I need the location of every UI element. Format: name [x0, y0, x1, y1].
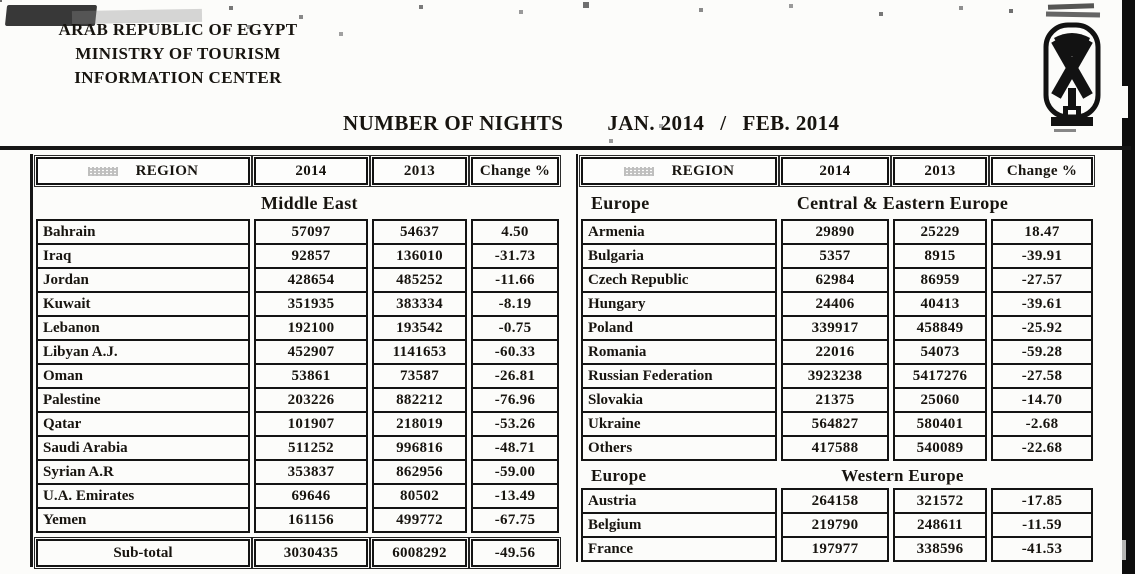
value-2014-cell: 21375 — [781, 387, 889, 413]
value-2013-cell: 25229 — [893, 219, 987, 245]
scan-noise-mark — [88, 167, 118, 176]
change-percent-cell: -0.75 — [471, 315, 559, 341]
value-2013-cell: 862956 — [372, 459, 467, 485]
value-2014-cell: 203226 — [254, 387, 368, 413]
table-row — [581, 435, 1104, 461]
title-separator: / — [720, 111, 727, 135]
change-percent-cell: -17.85 — [991, 488, 1093, 514]
year-2013-column-header: 2013 — [372, 157, 467, 185]
value-2013-cell: 73587 — [372, 363, 467, 389]
table-row — [581, 339, 1104, 365]
region-cell: Slovakia — [581, 387, 777, 413]
title-period-to: FEB. 2014 — [742, 111, 840, 135]
scan-noise-speckles — [0, 0, 2, 2]
value-2013-cell: 5417276 — [893, 363, 987, 389]
value-2014-cell: 24406 — [781, 291, 889, 317]
region-cell: Jordan — [36, 267, 250, 293]
value-2013-cell: 40413 — [893, 291, 987, 317]
year-2014-column-header: 2014 — [781, 157, 889, 185]
value-2014-cell: 417588 — [781, 435, 889, 461]
value-2014-cell: 192100 — [254, 315, 368, 341]
region-cell: Syrian A.R — [36, 459, 250, 485]
table-row — [36, 411, 575, 437]
value-2014-cell: 22016 — [781, 339, 889, 365]
subtotal-row — [36, 539, 575, 567]
value-2014-cell: 219790 — [781, 512, 889, 538]
scan-noise-mark — [624, 167, 654, 176]
table-row — [581, 315, 1104, 341]
section-group-label: Europe — [591, 465, 647, 485]
change-percent-cell: -53.26 — [471, 411, 559, 437]
table-header-row — [36, 157, 575, 185]
table-row — [581, 411, 1104, 437]
value-2013-cell: 54073 — [893, 339, 987, 365]
region-cell: Yemen — [36, 507, 250, 533]
table-row — [581, 536, 1104, 562]
value-2013-cell: 54637 — [372, 219, 467, 245]
region-cell: Bahrain — [36, 219, 250, 245]
section-header-central-eastern-europe — [581, 185, 1104, 221]
region-cell: Libyan A.J. — [36, 339, 250, 365]
value-2013-cell: 80502 — [372, 483, 467, 509]
change-percent-cell: -59.00 — [471, 459, 559, 485]
subtotal-change-cell: -49.56 — [471, 539, 559, 567]
scan-noise-arabic-text — [1046, 3, 1104, 19]
title-period-from: JAN. 2014 — [607, 111, 705, 135]
change-percent-cell: -60.33 — [471, 339, 559, 365]
value-2014-cell: 339917 — [781, 315, 889, 341]
value-2013-cell: 218019 — [372, 411, 467, 437]
page-title — [343, 111, 839, 136]
table-row — [581, 291, 1104, 317]
region-cell: Qatar — [36, 411, 250, 437]
value-2014-cell: 353837 — [254, 459, 368, 485]
region-cell: Ukraine — [581, 411, 777, 437]
change-percent-cell: -13.49 — [471, 483, 559, 509]
section-header-western-europe — [581, 461, 1104, 490]
value-2014-cell: 351935 — [254, 291, 368, 317]
change-percent-cell: -59.28 — [991, 339, 1093, 365]
value-2013-cell: 458849 — [893, 315, 987, 341]
value-2014-cell: 53861 — [254, 363, 368, 389]
value-2013-cell: 1141653 — [372, 339, 467, 365]
change-percent-cell: -39.91 — [991, 243, 1093, 269]
value-2013-cell: 383334 — [372, 291, 467, 317]
table-row — [581, 219, 1104, 245]
table-row — [36, 363, 575, 389]
value-2014-cell: 92857 — [254, 243, 368, 269]
table-row — [36, 315, 575, 341]
table-row — [581, 387, 1104, 413]
region-cell: Oman — [36, 363, 250, 389]
value-2013-cell: 580401 — [893, 411, 987, 437]
change-percent-cell: -11.66 — [471, 267, 559, 293]
letterhead — [28, 18, 328, 90]
value-2013-cell: 540089 — [893, 435, 987, 461]
table-row — [36, 219, 575, 245]
change-percent-cell: -41.53 — [991, 536, 1093, 562]
table-header-row — [581, 157, 1104, 185]
value-2014-cell: 101907 — [254, 411, 368, 437]
change-percent-cell: 4.50 — [471, 219, 559, 245]
table-row — [36, 387, 575, 413]
change-percent-column-header: Change % — [991, 157, 1093, 185]
value-2013-cell: 882212 — [372, 387, 467, 413]
value-2014-cell: 564827 — [781, 411, 889, 437]
table-row — [581, 512, 1104, 538]
region-cell: Austria — [581, 488, 777, 514]
value-2013-cell: 321572 — [893, 488, 987, 514]
change-percent-cell: -25.92 — [991, 315, 1093, 341]
value-2014-cell: 428654 — [254, 267, 368, 293]
change-percent-cell: -2.68 — [991, 411, 1093, 437]
subtotal-2013-cell: 6008292 — [372, 539, 467, 567]
region-cell: Others — [581, 435, 777, 461]
region-cell: Lebanon — [36, 315, 250, 341]
region-column-header: REGION — [581, 157, 777, 185]
subtotal-label: Sub-total — [36, 539, 250, 567]
change-percent-cell: -31.73 — [471, 243, 559, 269]
region-cell: Hungary — [581, 291, 777, 317]
value-2014-cell: 62984 — [781, 267, 889, 293]
region-cell: France — [581, 536, 777, 562]
value-2013-cell: 499772 — [372, 507, 467, 533]
change-percent-cell: -11.59 — [991, 512, 1093, 538]
value-2013-cell: 248611 — [893, 512, 987, 538]
region-cell: Palestine — [36, 387, 250, 413]
value-2013-cell: 86959 — [893, 267, 987, 293]
year-2014-column-header: 2014 — [254, 157, 368, 185]
region-cell: Iraq — [36, 243, 250, 269]
table-row — [36, 483, 575, 509]
table-row — [581, 267, 1104, 293]
value-2014-cell: 29890 — [781, 219, 889, 245]
table-row — [581, 363, 1104, 389]
value-2014-cell: 197977 — [781, 536, 889, 562]
value-2013-cell: 8915 — [893, 243, 987, 269]
change-percent-cell: -48.71 — [471, 435, 559, 461]
change-percent-cell: -27.57 — [991, 267, 1093, 293]
change-percent-cell: 18.47 — [991, 219, 1093, 245]
region-cell: Armenia — [581, 219, 777, 245]
value-2013-cell: 193542 — [372, 315, 467, 341]
region-cell: Czech Republic — [581, 267, 777, 293]
table-row — [36, 267, 575, 293]
region-cell: Russian Federation — [581, 363, 777, 389]
value-2014-cell: 452907 — [254, 339, 368, 365]
value-2014-cell: 264158 — [781, 488, 889, 514]
org-line: ARAB REPUBLIC OF EGYPT — [58, 20, 298, 39]
horizontal-rule — [0, 146, 1131, 150]
region-cell: Poland — [581, 315, 777, 341]
table-row — [36, 339, 575, 365]
change-percent-cell: -76.96 — [471, 387, 559, 413]
table-row — [36, 435, 575, 461]
value-2014-cell: 57097 — [254, 219, 368, 245]
org-line: MINISTRY OF TOURISM — [75, 44, 281, 63]
change-percent-cell: -39.61 — [991, 291, 1093, 317]
region-cell: Belgium — [581, 512, 777, 538]
table-row — [581, 243, 1104, 269]
section-header-middle-east: Middle East — [261, 192, 358, 213]
scan-edge-notch — [1122, 86, 1128, 118]
change-percent-cell: -26.81 — [471, 363, 559, 389]
region-cell: U.A. Emirates — [36, 483, 250, 509]
year-2013-column-header: 2013 — [893, 157, 987, 185]
region-cell: Romania — [581, 339, 777, 365]
title-text: NUMBER OF NIGHTS — [343, 111, 564, 135]
europe-table — [576, 154, 1104, 562]
table-row — [581, 488, 1104, 514]
value-2014-cell: 69646 — [254, 483, 368, 509]
subtotal-2014-cell: 3030435 — [254, 539, 368, 567]
region-cell: Saudi Arabia — [36, 435, 250, 461]
change-percent-cell: -14.70 — [991, 387, 1093, 413]
value-2013-cell: 25060 — [893, 387, 987, 413]
table-row — [36, 243, 575, 269]
value-2013-cell: 996816 — [372, 435, 467, 461]
org-line: INFORMATION CENTER — [74, 68, 282, 87]
middle-east-table — [30, 154, 575, 567]
ministry-emblem-icon — [1042, 22, 1104, 134]
table-row — [36, 507, 575, 533]
section-name-label: Central & Eastern Europe — [796, 192, 1009, 213]
value-2014-cell: 511252 — [254, 435, 368, 461]
region-cell: Kuwait — [36, 291, 250, 317]
value-2014-cell: 161156 — [254, 507, 368, 533]
change-percent-cell: -67.75 — [471, 507, 559, 533]
change-percent-cell: -8.19 — [471, 291, 559, 317]
change-percent-cell: -27.58 — [991, 363, 1093, 389]
section-group-label: Europe — [591, 192, 650, 213]
change-percent-cell: -22.68 — [991, 435, 1093, 461]
value-2013-cell: 338596 — [893, 536, 987, 562]
value-2013-cell: 136010 — [372, 243, 467, 269]
section-name-label: Western Europe — [841, 465, 964, 485]
region-column-header: REGION — [36, 157, 250, 185]
change-percent-column-header: Change % — [471, 157, 559, 185]
region-cell: Bulgaria — [581, 243, 777, 269]
table-row — [36, 291, 575, 317]
value-2013-cell: 485252 — [372, 267, 467, 293]
scan-edge-notch — [1122, 540, 1126, 560]
value-2014-cell: 5357 — [781, 243, 889, 269]
value-2014-cell: 3923238 — [781, 363, 889, 389]
table-row — [36, 459, 575, 485]
